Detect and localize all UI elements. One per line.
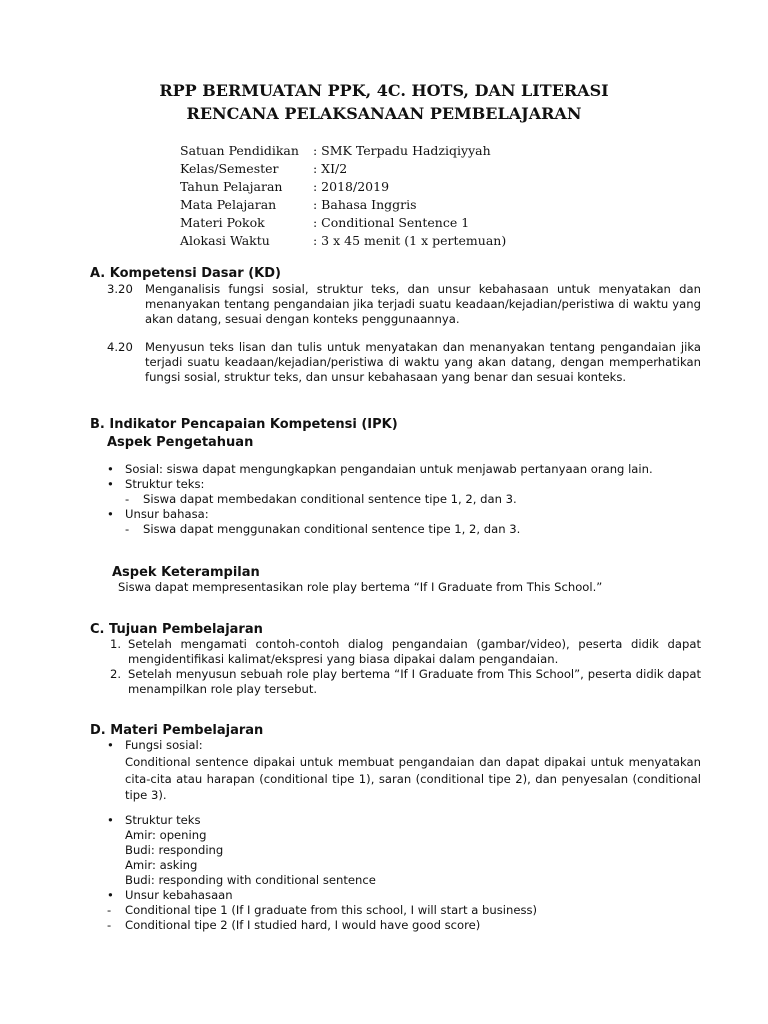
ipk-item: Struktur teks: bbox=[125, 477, 205, 491]
list-number: 2. bbox=[110, 667, 122, 681]
dash-icon: - bbox=[107, 918, 112, 932]
ipk-subitem: Siswa dapat menggunakan conditional sentence tipe 1, 2, dan 3. bbox=[143, 522, 521, 536]
bullet-icon: • bbox=[107, 813, 114, 827]
ipk-item: Sosial: siswa dapat mengungkapkan pengandaian untuk menjawab pertanyaan orang lain. bbox=[125, 462, 653, 476]
list-number: 1. bbox=[110, 637, 122, 651]
info-label: Satuan Pendidikan bbox=[180, 143, 299, 158]
info-value: : XI/2 bbox=[313, 161, 348, 176]
info-value: : SMK Terpadu Hadziqiyyah bbox=[313, 143, 491, 158]
info-label: Alokasi Waktu bbox=[180, 233, 270, 248]
struktur-line: Budi: responding bbox=[125, 843, 224, 857]
info-value: : Bahasa Inggris bbox=[313, 197, 417, 212]
dash-icon: - bbox=[125, 492, 130, 506]
bullet-icon: • bbox=[107, 888, 114, 902]
struktur-line: Budi: responding with conditional sentence bbox=[125, 873, 376, 887]
document-subtitle: RENCANA PELAKSANAAN PEMBELAJARAN bbox=[186, 104, 582, 123]
struktur-line: Amir: opening bbox=[125, 828, 207, 842]
section-b-heading: B. Indikator Pencapaian Kompetensi (IPK) bbox=[90, 417, 398, 432]
info-value: : 2018/2019 bbox=[313, 179, 390, 194]
aspek-keterampilan-heading: Aspek Keterampilan bbox=[112, 565, 260, 580]
skill-text: Siswa dapat mempresentasikan role play bertema “If I Graduate from This School.” bbox=[118, 580, 603, 594]
ipk-subitem: Siswa dapat membedakan conditional sentence tipe 1, 2, dan 3. bbox=[143, 492, 517, 506]
document-title: RPP BERMUATAN PPK, 4C. HOTS, DAN LITERASI bbox=[159, 81, 609, 100]
info-label: Tahun Pelajaran bbox=[180, 179, 283, 194]
ipk-item: Unsur bahasa: bbox=[125, 507, 209, 521]
kd-text: Menganalisis fungsi sosial, struktur teks, dan unsur kebahasaan untuk menyatakan dan menanyakan tentang pengandaian jika terjadi suatu keadaan/kejadian/peristiwa di waktu yang akan datang, sesuai dengan konteks penggunaannya. bbox=[145, 282, 701, 327]
info-value: : 3 x 45 menit (1 x pertemuan) bbox=[313, 233, 507, 248]
info-label: Kelas/Semester bbox=[180, 161, 279, 176]
kd-number: 3.20 bbox=[107, 282, 133, 296]
bullet-icon: • bbox=[107, 738, 114, 752]
kd-number: 4.20 bbox=[107, 340, 133, 354]
tujuan-item: Setelah menyusun sebuah role play bertema “If I Graduate from This School”, peserta didik dapat menampilkan role play tersebut. bbox=[128, 667, 701, 697]
bullet-icon: • bbox=[107, 477, 114, 491]
struktur-line: Amir: asking bbox=[125, 858, 198, 872]
section-c-heading: C. Tujuan Pembelajaran bbox=[90, 622, 263, 637]
aspek-pengetahuan-heading: Aspek Pengetahuan bbox=[107, 435, 254, 450]
bullet-icon: • bbox=[107, 462, 114, 476]
section-a-heading: A. Kompetensi Dasar (KD) bbox=[90, 266, 281, 281]
bullet-icon: • bbox=[107, 507, 114, 521]
kd-text: Menyusun teks lisan dan tulis untuk menyatakan dan menanyakan tentang pengandaian jika terjadi suatu keadaan/kejadian/peristiwa di waktu yang akan datang, dengan memperhatikan fungsi sosial, struktur teks, dan unsur kebahasaan yang benar dan sesuai konteks. bbox=[145, 340, 701, 385]
info-table bbox=[180, 142, 680, 252]
fungsi-label: Fungsi sosial: bbox=[125, 738, 203, 752]
info-value: : Conditional Sentence 1 bbox=[313, 215, 470, 230]
section-d-heading: D. Materi Pembelajaran bbox=[90, 723, 264, 738]
unsur-item: Conditional tipe 1 (If I graduate from this school, I will start a business) bbox=[125, 903, 538, 917]
dash-icon: - bbox=[107, 903, 112, 917]
unsur-label: Unsur kebahasaan bbox=[125, 888, 233, 902]
dash-icon: - bbox=[125, 522, 130, 536]
struktur-label: Struktur teks bbox=[125, 813, 201, 827]
info-label: Materi Pokok bbox=[180, 215, 265, 230]
fungsi-text: Conditional sentence dipakai untuk membuat pengandaian dan dapat dipakai untuk menyatakan cita-cita atau harapan (conditional tipe 1), saran (conditional tipe 2), dan penyesalan (conditional tipe 3). bbox=[125, 755, 701, 802]
info-label: Mata Pelajaran bbox=[180, 197, 277, 212]
tujuan-item: Setelah mengamati contoh-contoh dialog pengandaian (gambar/video), peserta didik dapat mengidentifikasi kalimat/ekspresi yang biasa dipakai dalam pengandaian. bbox=[128, 637, 701, 667]
unsur-item: Conditional tipe 2 (If I studied hard, I would have good score) bbox=[125, 918, 481, 932]
